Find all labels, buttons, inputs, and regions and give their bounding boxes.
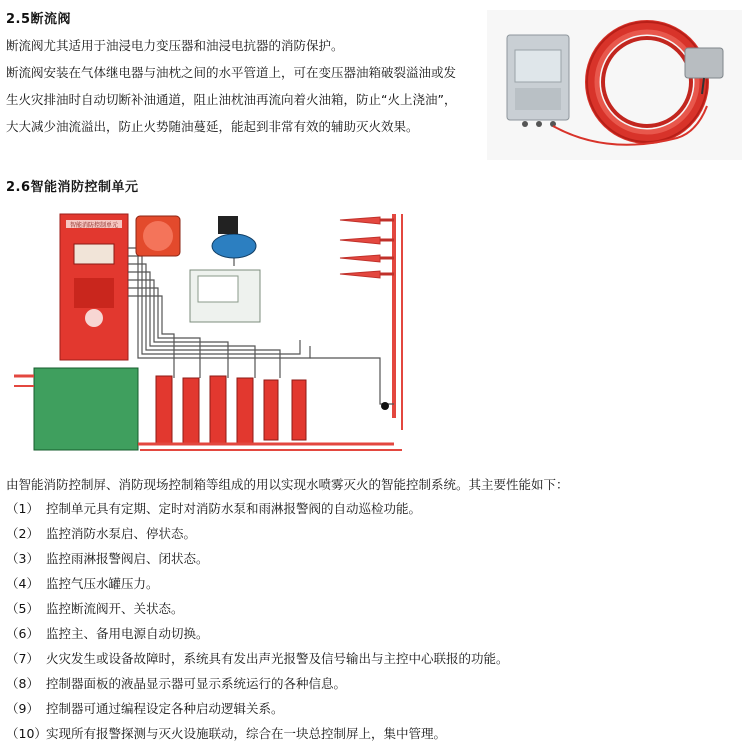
valve-paragraph-line-1: 断流阀尤其适用于油浸电力变压器和油浸电抗器的消防保护。 bbox=[6, 38, 344, 53]
item-number: （8） bbox=[6, 676, 39, 691]
item-text: 监控主、备用电源自动切换。 bbox=[46, 626, 209, 641]
valve-paragraph-line-3: 生火灾排油时自动切断补油通道，阻止油枕油再流向着火油箱，防止“火上浇油”， bbox=[6, 92, 457, 107]
item-number: （9） bbox=[6, 701, 39, 716]
item-number: （2） bbox=[6, 526, 39, 541]
valve-product-icon bbox=[487, 10, 742, 160]
item-number: （1） bbox=[6, 501, 39, 516]
item-text: 控制单元具有定期、定时对消防水泵和雨淋报警阀的自动巡检功能。 bbox=[46, 501, 422, 516]
feature-item bbox=[6, 724, 446, 742]
fire-control-diagram-icon bbox=[10, 208, 410, 463]
feature-item bbox=[6, 674, 346, 692]
control-unit-intro: 由智能消防控制屏、消防现场控制箱等组成的用以实现水喷雾灭火的智能控制系统。其主要性能如下： bbox=[6, 477, 569, 492]
item-text: 控制器可通过编程设定各种启动逻辑关系。 bbox=[46, 701, 284, 716]
item-text: 监控雨淋报警阀启、闭状态。 bbox=[46, 551, 209, 566]
item-text: 火灾发生或设备故障时，系统具有发出声光报警及信号输出与主控中心联报的功能。 bbox=[46, 651, 509, 666]
item-number: （4） bbox=[6, 576, 39, 591]
item-text: 监控断流阀开、关状态。 bbox=[46, 601, 184, 616]
feature-item bbox=[6, 699, 284, 717]
section-heading-valve: 2.5断流阀 bbox=[6, 12, 72, 27]
item-text: 监控气压水罐压力。 bbox=[46, 576, 159, 591]
feature-item bbox=[6, 649, 509, 667]
item-number: （6） bbox=[6, 626, 39, 641]
feature-item bbox=[6, 574, 159, 592]
item-text: 控制器面板的液晶显示器可显示系统运行的各种信息。 bbox=[46, 676, 347, 691]
item-number: （3） bbox=[6, 551, 39, 566]
section-heading-control-unit: 2.6智能消防控制单元 bbox=[6, 180, 139, 195]
item-number: （10） bbox=[6, 726, 47, 741]
feature-item bbox=[6, 599, 184, 617]
cabinet-label: 智能消防控制单元 bbox=[69, 222, 119, 229]
feature-item bbox=[6, 549, 209, 567]
item-number: （7） bbox=[6, 651, 39, 666]
feature-item bbox=[6, 499, 421, 517]
item-text: 实现所有报警探测与灭火设施联动，综合在一块总控制屏上，集中管理。 bbox=[46, 726, 447, 741]
feature-item bbox=[6, 524, 196, 542]
feature-item bbox=[6, 624, 209, 642]
valve-paragraph-line-4: 大大减少油流溢出，防止火势随油蔓延，能起到非常有效的辅助灭火效果。 bbox=[6, 119, 419, 134]
item-number: （5） bbox=[6, 601, 39, 616]
valve-paragraph-line-2: 断流阀安装在气体继电器与油枕之间的水平管道上，可在变压器油箱破裂溢油或发 bbox=[6, 65, 457, 80]
item-text: 监控消防水泵启、停状态。 bbox=[46, 526, 197, 541]
